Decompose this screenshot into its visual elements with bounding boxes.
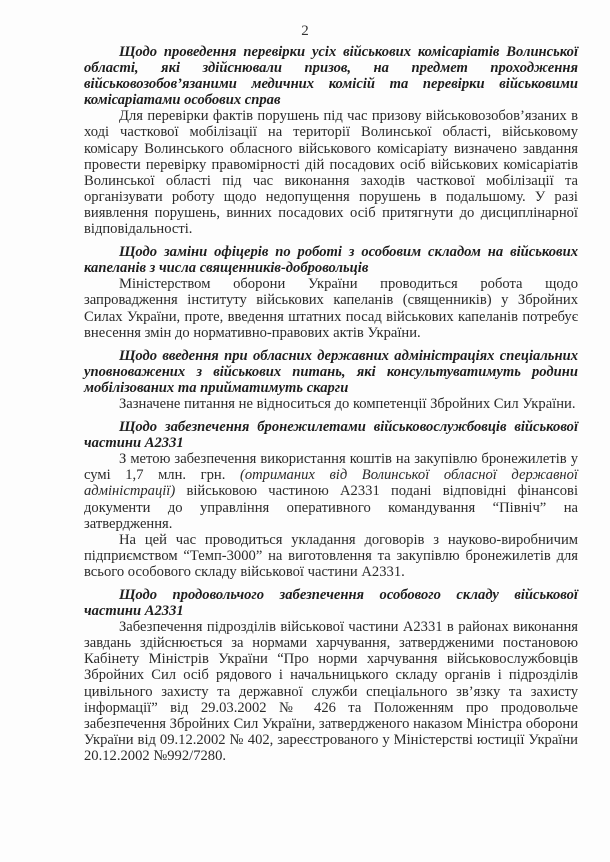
section-heading-inspection: Щодо проведення перевірки усіх військових комісаріатів Волинської області, які здійснювали призов, на предмет проходження військовозобов’язаними медичних комісій та перевірки військовими комісаріатами особових справ bbox=[84, 44, 578, 109]
section-paragraph-food-supply: Забезпечення підрозділів військової частини А2331 в районах виконання завдань здійснюється за нормами харчування, затвердженими постановою Кабінету Міністрів України “Про норми харчування військовослужбовців Збройних Сил осіб рядового і начальницького складу органів і підрозділів цивільного захисту та державної служби спеціального зв’язку та захисту інформації” від 29.03.2002 № 426 та Положенням про продовольче забезпечення Збройних Сил України, затвердженого наказом Міністра оборони України від 09.12.2002 № 402, зареєстрованого у Міністерстві юстиції України 20.12.2002 №992/7280. bbox=[84, 619, 578, 764]
document-body bbox=[84, 44, 578, 764]
funding-text-start: З метою забезпечення використання коштів на закупівлю бронежилетів у сумі 1,7 млн. грн. bbox=[84, 451, 578, 484]
funding-source-note: (отриманих від Волинської обласної державної адміністрації) bbox=[84, 467, 578, 500]
section-paragraph-chaplains: Міністерством оборони України проводиться робота щодо запровадження інституту військових капеланів (священників) у Збройних Силах України, проте, введення штатних посад військових капеланів потребує внесення змін до нормативно-правових актів України. bbox=[84, 276, 578, 341]
section-heading-commissioners: Щодо введення при обласних державних адміністраціях спеціальних уповноважених з військових питань, які консультуватимуть родини мобілізованих та прийматимуть скарги bbox=[84, 347, 578, 396]
section-heading-chaplains: Щодо заміни офіцерів по роботі з особовим складом на військових капеланів з числа священників-добровольців bbox=[84, 244, 578, 277]
funding-text-end: військовою частиною А2331 подані відповідні фінансові документи до управління оперативного командування “Північ” на затвердження. bbox=[84, 483, 578, 532]
section-paragraph-inspection: Для перевірки фактів порушень під час призову військовозобов’язаних в ході часткової мобілізації на території Волинської області, військовому комісару Волинського обласного військового комісаріату визначено завдання провести перевірку правомірності дій посадових осіб військових комісаріатів Волинської області під час виконання заходів часткової мобілізації та організувати роботу щодо недопущення порушень в подальшому. У разі виявлення порушень, винних посадових осіб притягнути до дисциплінарної відповідальності. bbox=[84, 108, 578, 238]
section-heading-food-supply: Щодо продовольчого забезпечення особового складу військової частини А2331 bbox=[84, 587, 578, 620]
section-paragraph-body-armor-funding bbox=[84, 451, 578, 531]
section-paragraph-body-armor-contracts: На цей час проводиться укладання договорів з науково-виробничим підприємством “Темп-3000” на виготовлення та закупівлю бронежилетів для всього особового складу військової частини А2331. bbox=[84, 531, 578, 580]
section-paragraph-commissioners: Зазначене питання не відноситься до компетенції Збройних Сил України. bbox=[119, 395, 576, 412]
section-heading-body-armor: Щодо забезпечення бронежилетами військовослужбовців військової частини А2331 bbox=[84, 419, 578, 452]
page-number: 2 bbox=[301, 23, 309, 39]
